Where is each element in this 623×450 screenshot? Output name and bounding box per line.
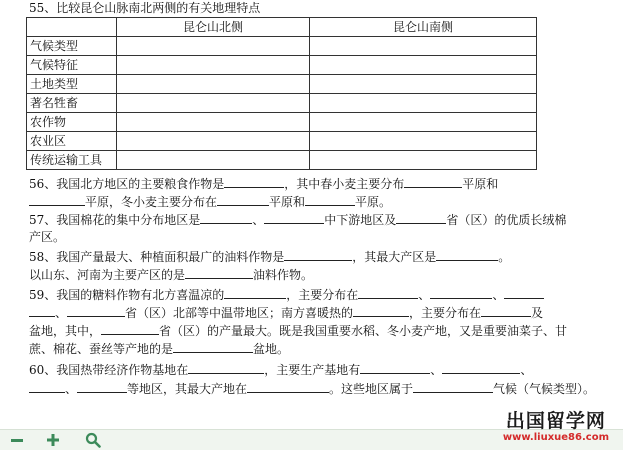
text-segment: 、 — [520, 363, 533, 377]
row-label: 著名牲畜 — [27, 94, 117, 113]
blank-cell — [117, 132, 310, 151]
text-segment: 。这些地区属于 — [329, 382, 414, 396]
row-label: 气候特征 — [27, 56, 117, 75]
table-row — [27, 56, 537, 75]
text-segment: 以山东、河南为主要产区的是 — [29, 268, 186, 282]
table-header-cell — [27, 18, 117, 37]
answer-blank — [29, 381, 65, 393]
text-segment: 盆地，其中， — [29, 324, 102, 338]
plus-icon[interactable] — [44, 431, 62, 449]
table-row — [27, 132, 537, 151]
blank-cell — [117, 94, 310, 113]
answer-blank — [185, 267, 253, 279]
question-56-line-2 — [29, 194, 391, 209]
text-segment: ，主要分布在 — [409, 306, 482, 320]
table-header-row — [27, 18, 537, 37]
text-segment: 58、我国产量最大、种植面积最广的油料作物是 — [29, 250, 285, 264]
answer-blank — [404, 176, 462, 188]
blank-cell — [117, 56, 310, 75]
table-row — [27, 75, 537, 94]
text-segment: ，其最大产区是 — [352, 250, 437, 264]
blank-cell — [117, 37, 310, 56]
row-label: 气候类型 — [27, 37, 117, 56]
answer-blank — [67, 305, 125, 317]
answer-blank — [224, 176, 284, 188]
answer-blank — [413, 381, 493, 393]
text-segment: 59、我国的糖料作物有北方喜温凉的 — [29, 288, 225, 302]
table-row — [27, 37, 537, 56]
text-segment: 、 — [65, 382, 78, 396]
blank-cell — [310, 113, 537, 132]
text-segment: 平原和 — [269, 195, 306, 209]
text-segment: 省（区）的产量最大。既是我国重要水稻、冬小麦产地，又是重要油菜子、甘 — [159, 324, 568, 338]
text-segment: 平原，冬小麦主要分布在 — [85, 195, 218, 209]
text-segment: 60、我国热带经济作物基地在 — [29, 363, 189, 377]
answer-blank — [188, 362, 264, 374]
answer-blank — [264, 212, 324, 224]
answer-blank — [360, 362, 430, 374]
blank-cell — [310, 151, 537, 170]
text-segment: 省（区）的优质长绒棉 — [446, 213, 567, 227]
row-label: 传统运输工具 — [27, 151, 117, 170]
text-segment: 产区。 — [29, 230, 66, 244]
answer-blank — [247, 381, 329, 393]
answer-blank — [396, 212, 446, 224]
blank-cell — [310, 132, 537, 151]
question-59-line-1 — [29, 287, 544, 302]
zoom-icon[interactable] — [84, 431, 102, 449]
blank-cell — [310, 75, 537, 94]
question-60-line-1 — [29, 362, 532, 377]
question-58-line-1 — [29, 249, 510, 264]
text-segment: 、 — [430, 363, 443, 377]
comparison-table — [26, 17, 537, 170]
text-segment: ，其中春小麦主要分布 — [284, 177, 405, 191]
blank-cell — [117, 151, 310, 170]
text-segment: ，主要生产基地有 — [264, 363, 361, 377]
answer-blank — [353, 305, 409, 317]
question-60-line-2 — [29, 381, 595, 396]
blank-cell — [117, 75, 310, 94]
text-segment: 平原。 — [355, 195, 392, 209]
answer-blank — [29, 194, 85, 206]
question-58-line-2 — [29, 267, 313, 282]
text-segment: 及 — [531, 306, 544, 320]
answer-blank — [504, 287, 544, 299]
answer-blank — [101, 323, 159, 335]
text-segment: 盆地。 — [253, 342, 290, 356]
text-segment: 。 — [498, 250, 511, 264]
answer-blank — [358, 287, 418, 299]
text-segment: 、 — [252, 213, 265, 227]
text-segment: 等地区，其最大产地在 — [127, 382, 248, 396]
text-segment: 、 — [55, 306, 68, 320]
question-59-line-3 — [29, 323, 567, 338]
text-segment: 57、我国棉花的集中分布地区是 — [29, 213, 201, 227]
answer-blank — [436, 249, 498, 261]
watermark-title: 出国留学网 — [505, 410, 606, 432]
row-label: 土地类型 — [27, 75, 117, 94]
blank-cell — [310, 94, 537, 113]
table-row — [27, 94, 537, 113]
table-row — [27, 113, 537, 132]
answer-blank — [29, 305, 55, 317]
answer-blank — [77, 381, 127, 393]
watermark-url: www.liuxue86.com — [502, 432, 609, 443]
minus-icon[interactable] — [8, 431, 26, 449]
question-56-line-1 — [29, 176, 498, 191]
watermark-logo — [503, 410, 609, 444]
blank-cell — [117, 113, 310, 132]
question-57-line-2 — [29, 230, 65, 244]
text-segment: 油料作物。 — [253, 268, 314, 282]
question-57-line-1 — [29, 212, 566, 227]
blank-cell — [310, 56, 537, 75]
question-55-title: 55、比较昆仑山脉南北两侧的有关地理特点 — [29, 1, 261, 15]
answer-blank — [224, 287, 286, 299]
text-segment: 气候（气候类型）。 — [493, 382, 596, 396]
answer-blank — [442, 362, 520, 374]
table-header-cell: 昆仑山北侧 — [117, 18, 310, 37]
text-segment: 、 — [418, 288, 431, 302]
table-header-cell: 昆仑山南侧 — [310, 18, 537, 37]
text-segment: 、 — [492, 288, 505, 302]
answer-blank — [200, 212, 252, 224]
blank-cell — [310, 37, 537, 56]
text-segment: 蔗、棉花、蚕丝等产地的是 — [29, 342, 174, 356]
text-segment: 省（区）北部等中温带地区；南方喜暖热的 — [125, 306, 354, 320]
text-segment: 56、我国北方地区的主要粮食作物是 — [29, 177, 225, 191]
table-row — [27, 151, 537, 170]
question-59-line-2 — [29, 305, 543, 320]
question-59-line-4 — [29, 341, 289, 356]
answer-blank — [284, 249, 352, 261]
answer-blank — [305, 194, 355, 206]
text-segment: 中下游地区及 — [324, 213, 397, 227]
answer-blank — [430, 287, 492, 299]
text-segment: ，主要分布在 — [286, 288, 359, 302]
answer-blank — [481, 305, 531, 317]
text-segment: 平原和 — [462, 177, 499, 191]
row-label: 农业区 — [27, 132, 117, 151]
row-label: 农作物 — [27, 113, 117, 132]
answer-blank — [173, 341, 253, 353]
answer-blank — [217, 194, 269, 206]
